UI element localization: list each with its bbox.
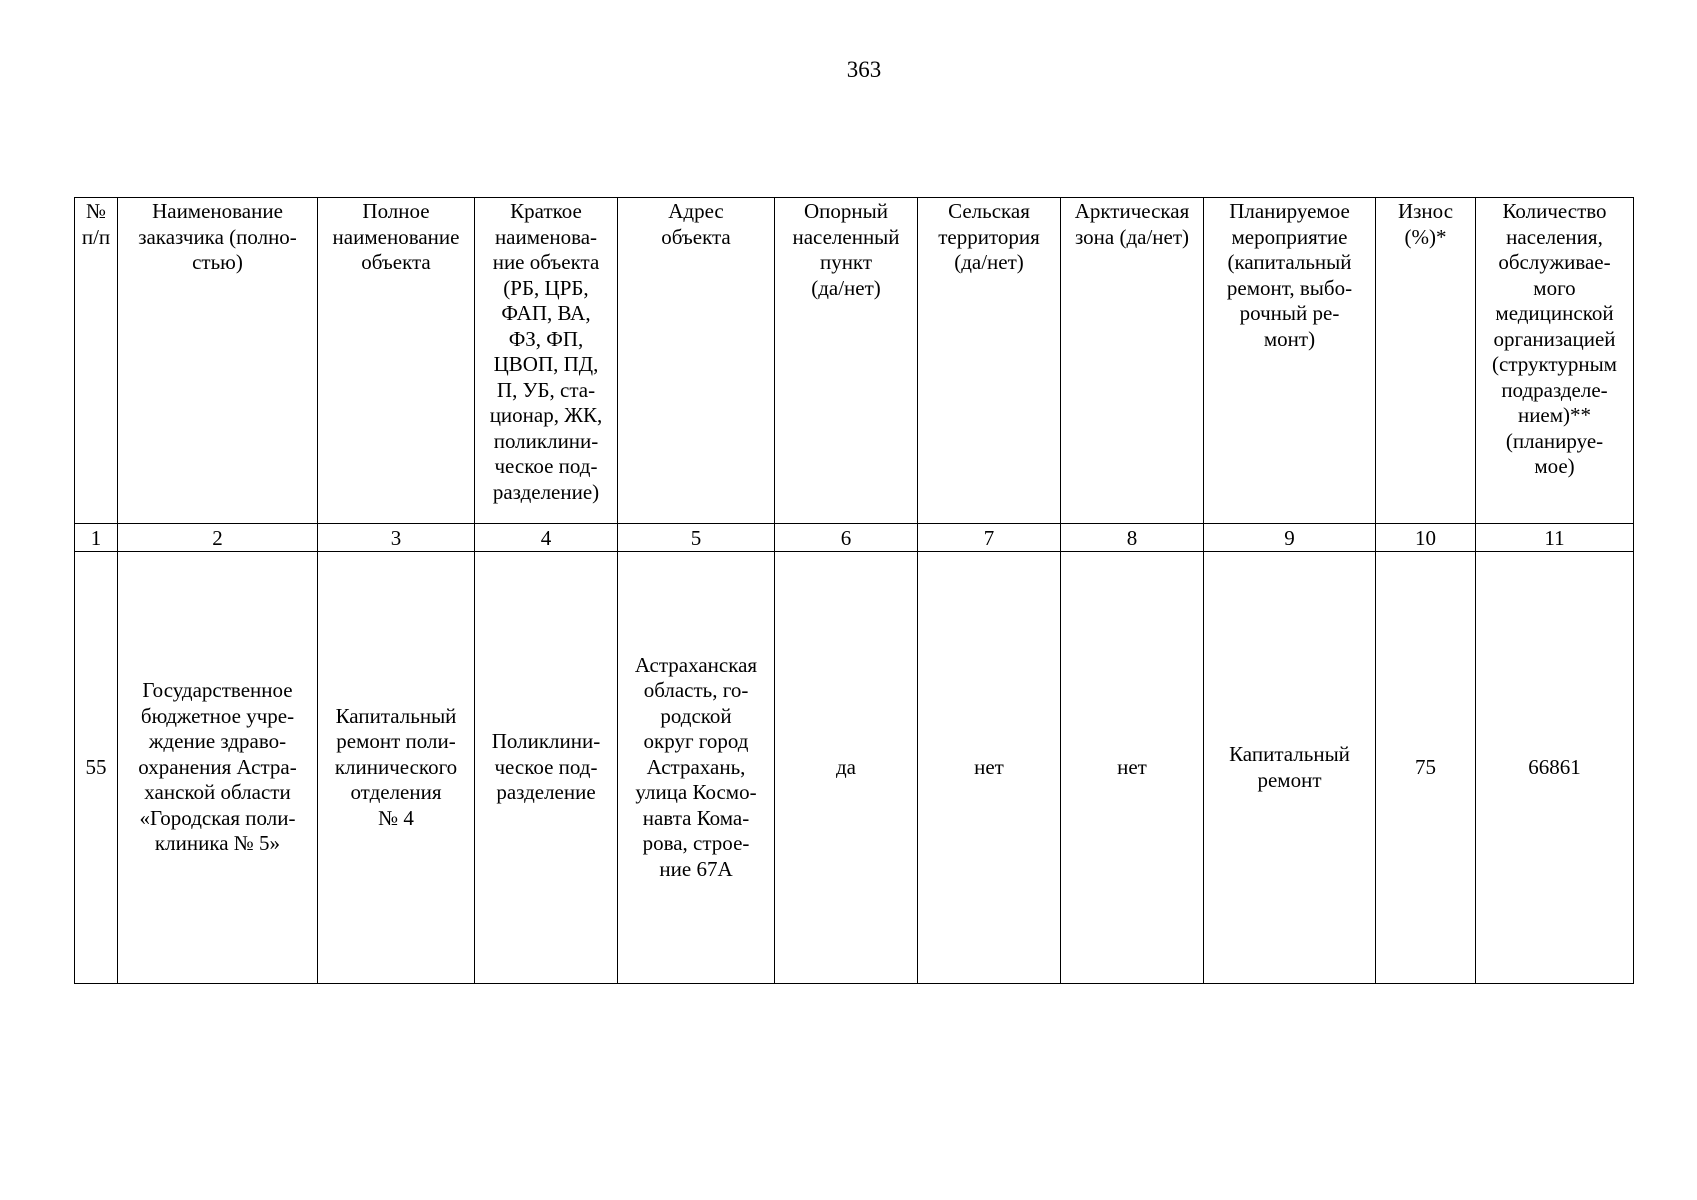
header-cell-3: [318, 198, 475, 524]
header-text: Износ (%)*: [1397, 199, 1454, 249]
header-cell-11: [1476, 198, 1634, 524]
column-number-cell: 11: [1476, 524, 1634, 552]
header-cell-1: [75, 198, 118, 524]
column-number-cell: 8: [1061, 524, 1204, 552]
column-number-cell: 3: [318, 524, 475, 552]
cell-text: нет: [1117, 754, 1147, 779]
header-text: Адрес объекта: [661, 199, 731, 249]
header-text: Количество населения, обслуживае- мого медицинской организацией (структурным подразделе- нием)** (планируе- мое): [1492, 199, 1617, 478]
object-short-name-cell: [475, 552, 618, 984]
header-text: Краткое наименова- ние объекта (РБ, ЦРБ, ФАП, ВА, ФЗ, ФП, ЦВОП, ПД, П, УБ, ста- ционар, ЖК, поликлини- ческое под- разделение): [489, 199, 603, 504]
cell-text: Поликлини- ческое под- разделение: [491, 729, 601, 805]
arctic-zone-cell: [1061, 552, 1204, 984]
cell-text: да: [835, 754, 856, 779]
header-cell-6: [775, 198, 918, 524]
header-text: Полное наименование объекта: [332, 199, 460, 274]
header-cell-8: [1061, 198, 1204, 524]
column-number-cell: 6: [775, 524, 918, 552]
column-number-cell: 2: [118, 524, 318, 552]
header-text: № п/п: [81, 199, 111, 249]
header-cell-10: [1376, 198, 1476, 524]
table-header-row: [75, 198, 1634, 524]
row-number-cell: [75, 552, 118, 984]
column-number-cell: 4: [475, 524, 618, 552]
header-text: Сельская территория (да/нет): [938, 199, 1040, 274]
cell-text: Капитальный ремонт: [1229, 742, 1350, 792]
rural-territory-cell: [918, 552, 1061, 984]
header-cell-9: [1204, 198, 1376, 524]
header-text: Планируемое мероприятие (капитальный ремонт, выбо- рочный ре- монт): [1226, 199, 1353, 351]
header-cell-4: [475, 198, 618, 524]
customer-name-cell: [118, 552, 318, 984]
population-count-cell: [1476, 552, 1634, 984]
column-number-cell: 5: [618, 524, 775, 552]
cell-text: Капитальный ремонт поли- клинического отделения № 4: [334, 703, 458, 830]
header-cell-7: [918, 198, 1061, 524]
cell-text: 66861: [1528, 754, 1581, 779]
cell-text: Государственное бюджетное учре- ждение здраво- охранения Астра- ханской области «Городская поли- клиника № 5»: [138, 678, 297, 856]
column-number-row: [75, 524, 1634, 552]
cell-text: нет: [974, 754, 1004, 779]
objects-table: [74, 197, 1634, 984]
header-cell-5: [618, 198, 775, 524]
column-number-cell: 7: [918, 524, 1061, 552]
header-text: Арктическая зона (да/нет): [1074, 199, 1190, 249]
planned-activity-cell: [1204, 552, 1376, 984]
header-text: Опорный населенный пункт (да/нет): [792, 199, 900, 300]
object-address-cell: [618, 552, 775, 984]
column-number-cell: 10: [1376, 524, 1476, 552]
column-number-cell: 1: [75, 524, 118, 552]
page-number: 363: [846, 57, 882, 82]
cell-text: 55: [85, 754, 107, 779]
key-settlement-cell: [775, 552, 918, 984]
header-cell-2: [118, 198, 318, 524]
table-row: [75, 552, 1634, 984]
wear-percent-cell: [1376, 552, 1476, 984]
column-number-cell: 9: [1204, 524, 1376, 552]
object-full-name-cell: [318, 552, 475, 984]
cell-text: 75: [1415, 754, 1436, 779]
header-text: Наименование заказчика (полно- стью): [138, 199, 297, 274]
cell-text: Астраханская область, го- родской округ город Астрахань, улица Космо- навта Кома- рова, строе- ние 67А: [634, 652, 758, 881]
